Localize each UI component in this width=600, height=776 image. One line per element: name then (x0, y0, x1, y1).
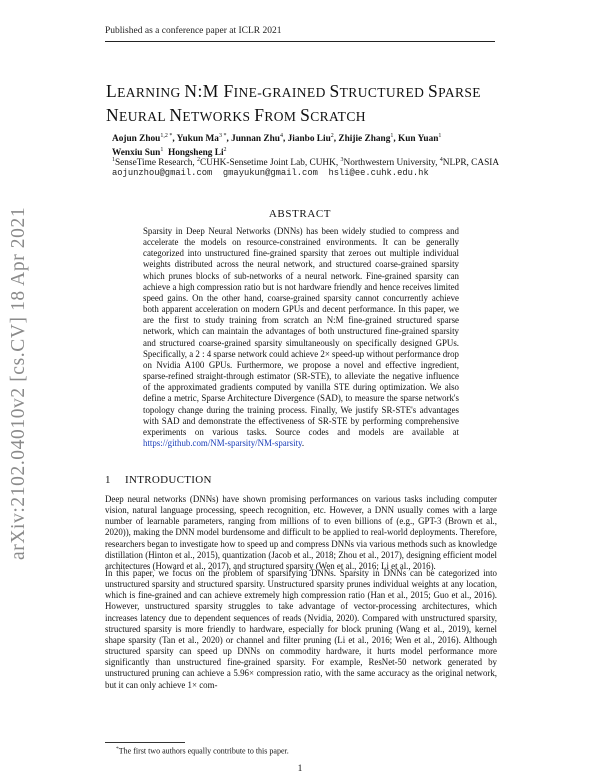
author-name: Hongsheng Li (167, 148, 224, 159)
author-emails: aojunzhou@gmail.com gmayukun@gmail.com hsli@ee.cuhk.edu.hk (112, 168, 429, 178)
author-name: Junnan Zhu (231, 134, 280, 145)
author-list: Aojun Zhou$^{1,2 *}$, Yukun $Ma^{3 *}$, Junnan Zhu$^4$, Jianbo Liu$^2$, Zhijie Zhang$^1$, Kun Yuan$^1$ Wenxiu Sun$^1$ Hongsheng Li$^2$ (112, 133, 442, 159)
section-number: 1 (105, 474, 111, 486)
footnote: *The first two authors equally contribute to this paper. (116, 746, 289, 756)
author-name: Kun Yuan (398, 134, 439, 145)
author-name: Jianbo Liu (287, 134, 331, 145)
arxiv-stamp: arXiv:2102.04010v2 [cs.CV] 18 Apr 2021 (8, 206, 29, 560)
abstract-text: Sparsity in Deep Neural Networks (DNNs) has been widely studied to compress and accelerate the models on resource-constrained environments. It can be generally categorized into unstructured fine-grained sparsity that zeroes out multiple individual weights distributed across the neural network, and structured coarse-grained sparsity which prunes blocks of sub-networks of a neural network. Fine-grained sparsity can achieve a high compression ratio but is not hardware friendly and hence receives limited speed gains. On the other hand, coarse-grained sparsity cannot concurrently achieve both apparent acceleration on modern GPUs and decent performance. In this paper, we are the first to study training from scratch an N:M fine-grained structured sparse network, which can maintain the advantages of both unstructured fine-grained sparsity and structured coarse-grained sparsity simultaneously on specifically designed GPUs. Specifically, a 2 : 4 sparse network could achieve 2× speed-up without performance drop on Nvidia A100 GPUs. Furthermore, we propose a novel and effective ingredient, sparse-refined straight-through estimator (SR-STE), to alleviate the negative influence of the approximated gradients computed by vanilla STE during optimization. We also define a metric, Sparse Architecture Divergence (SAD), to measure the sparse network's topology change during the training process. Finally, We justify SR-STE's advantages with SAD and demonstrate the effectiveness of SR-STE by performing comprehensive experiments on various tasks. Source codes and models are available at https://github.com/NM-sparsity/NM-sparsity. (143, 226, 459, 448)
intro-paragraph-2: In this paper, we focus on the problem of sparsifying DNNs. Sparsity in DNNs can be categorized into unstructured sparsity and structured sparsity. Unstructured sparsity prunes individual weights at any location, which is fine-grained and can achieve extremely high compression ratio (Han et al., 2015; Guo et al., 2016). However, unstructured sparsity struggles to take advantage of vector-processing architectures, which increases latency due to dependent sequences of reads (Nvidia, 2020). Compared with unstructured sparsity, structured sparsity is more friendly to hardware, especially for block pruning (Wang et al., 2019), kernel shape sparsity (Tan et al., 2020) or channel and filter pruning (Li et al., 2016; Wen et al., 2016). Although structured sparsity can speed up DNNs on commodity hardware, it hurts model performance more significantly than unstructured fine-grained sparsity. For example, ResNet-50 network generated by unstructured pruning can achieve a 5.96× compression ratio, with the same accuracy as the original network, but it can only achieve 1× com- (105, 568, 497, 690)
header-rule (105, 41, 495, 42)
title-line-1: LEARNING N:M FINE-GRAINED STRUCTURED SPARSE (106, 81, 481, 101)
author-name: Wenxiu Sun (112, 148, 161, 159)
affiliations: $^1$SenseTime Research, $^2$CUHK-Sensetime Joint Lab, CUHK, $^3$Northwestern University, $^4$NLPR, CASIA (112, 157, 500, 169)
author-name: Yukun Ma (176, 134, 219, 145)
code-link[interactable]: https://github.com/NM-sparsity/NM-sparsity (143, 437, 302, 448)
intro-paragraph-1: Deep neural networks (DNNs) have shown promising performances on various tasks including computer vision, natural language processing, speech recognition, etc. However, a DNN usually comes with a large number of learnable parameters, ranging from millions of to even billions of (e.g., GPT-3 (Brown et al., 2020)), making the DNN model burdensome and difficult to be applied to real-world deployments. Therefore, researchers began to investigate how to speed up and compress DNNs via various methods such as knowledge distillation (Hinton et al., 2015), quantization (Jacob et al., 2018; Zhou et al., 2017), designing efficient model architectures (Howard et al., 2017), and structured sparsity (Wen et al., 2016; Li et al., 2016). (105, 494, 497, 571)
section-heading (105, 474, 212, 486)
footnote-rule (105, 742, 185, 743)
running-header: Published as a conference paper at ICLR 2021 (105, 26, 282, 36)
section-title: INTRODUCTION (125, 474, 212, 486)
author-name: Zhijie Zhang (338, 134, 391, 145)
paper-title (106, 80, 506, 128)
title-line-2: NEURAL NETWORKS FROM SCRATCH (106, 105, 366, 125)
abstract-heading: ABSTRACT (268, 208, 332, 220)
page-number: 1 (297, 764, 303, 774)
author-name: Aojun Zhou (112, 134, 161, 145)
